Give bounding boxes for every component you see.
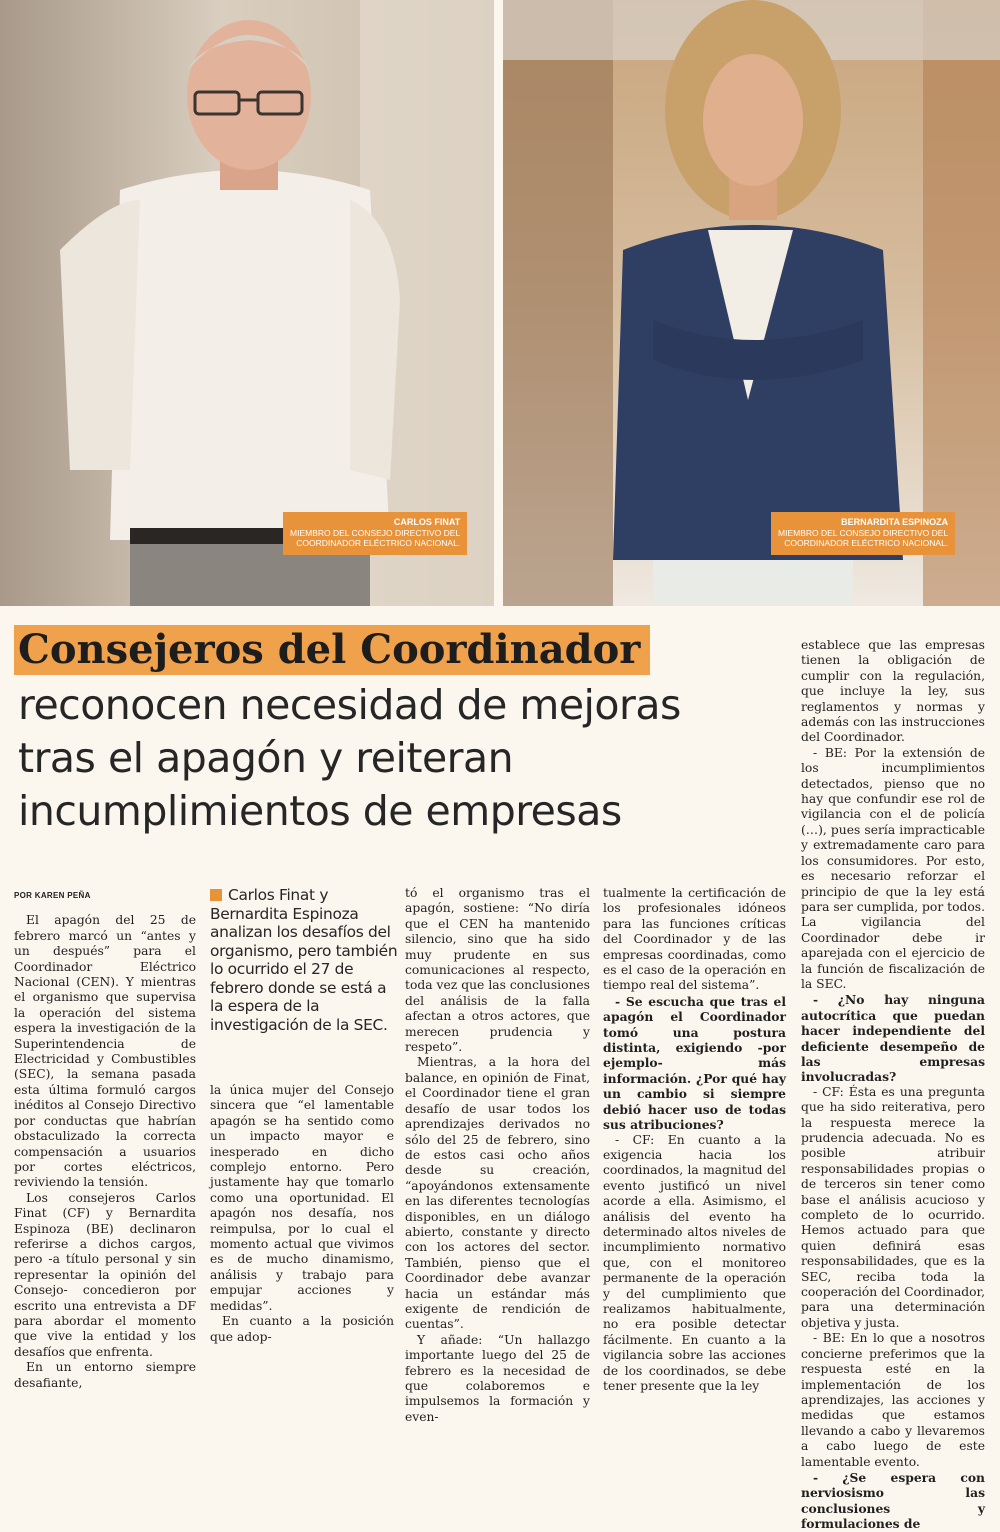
- caption-role: COORDINADOR ELÉCTRICO NACIONAL.: [296, 538, 461, 548]
- paragraph: - BE: En lo que a nosotros concierne preferimos que la respuesta esté en la implementación de los aprendizajes, las acciones y medidas que estamos llevando a cabo y llevaremos a cabo luego de este lamentable evento.: [801, 1331, 985, 1469]
- paragraph: tualmente la certificación de los profesionales idóneos para las funciones críticas del Coordinador y de las empresas coordinadas, como es el caso de la operación en tiempo real del sistema”.: [603, 886, 786, 993]
- paragraph: El apagón del 25 de febrero marcó un “antes y un después” para el Coordinador Eléctrico Nacional (CEN). Y mientras el organismo que supervisa la operación del sistema espera la investigación de la Superintendencia de Electricidad y Combustibles (SEC), la semana pasada esta última formuló cargos inéditos al Consejo Directivo por conductas que habrían obstaculizado la correcta compensación a usuarios por cortes eléctricos, reviviendo la tensión.: [14, 913, 196, 1190]
- paragraph: En cuanto a la posición que adop-: [210, 1314, 394, 1344]
- photo-carlos-finat: [0, 0, 494, 606]
- caption-name: CARLOS FINAT: [393, 517, 461, 527]
- paragraph: Y añade: “Un hallazgo importante luego del 25 de febrero es la necesidad de que colaboremos e impulsemos la formación y even-: [405, 1332, 590, 1424]
- photo-caption-left: [283, 512, 467, 555]
- photo-bernardita-espinoza: [503, 0, 1000, 606]
- paragraph: En un entorno siempre desafiante,: [14, 1360, 196, 1390]
- paragraph: Mientras, a la hora del balance, en opinión de Finat, el Coordinador tiene el gran desafío de usar todos los aprendizajes derivados no sólo del 25 de febrero, sino de estos casi ocho años desde su creación, “apoyándonos extensamente en las diferentes tecnologías disponibles, en un diálogo abierto, constante y directo con los actores del sector. También, pienso que el Coordinador debe avanzar hacia un estándar más exigente de rendición de cuentas”.: [405, 1055, 590, 1332]
- caption-role: MIEMBRO DEL CONSEJO DIRECTIVO DEL: [290, 527, 461, 538]
- headline: [14, 625, 784, 838]
- paragraph: Los consejeros Carlos Finat (CF) y Bernardita Espinoza (BE) declinaron referirse a dichos cargos, pero -a título personal y sin representar la opinión del Consejo- concedieron por escrito una entrevista a DF para abordar el momento que vive la entidad y los desafíos que enfrenta.: [14, 1190, 196, 1359]
- headline-line: tras el apagón y reiteran: [18, 734, 514, 782]
- paragraph: la única mujer del Consejo sincera que “el lamentable apagón se ha sentido como un impacto mayor e inesperado en dicho complejo entorno. Pero justamente hay que tomarlo como una oportunidad. El apagón nos desafía, nos reimpulsa, por lo cual el momento actual que vivimos es de mucho dinamismo, análisis y trabajo para empujar acciones y medidas”.: [210, 1083, 394, 1313]
- article-column-3: [405, 886, 590, 1425]
- article-column-4: [603, 886, 786, 1394]
- caption-name: BERNARDITA ESPINOZA: [841, 517, 949, 527]
- byline: POR KAREN PEÑA: [14, 891, 91, 900]
- caption-role: MIEMBRO DEL CONSEJO DIRECTIVO DEL: [778, 527, 949, 538]
- paragraph: - CF: Ésta es una pregunta que ha sido reiterativa, pero la respuesta merece la prudencia adecuada. No es posible atribuir responsabilidades propias o de terceros sin tener como base el análisis acucioso y completo de lo ocurrido. Hemos actuado para que quien definirá esas responsabilidades, que es la SEC, reciba toda la cooperación del Coordinador, para una determinación objetiva y justa.: [801, 1084, 985, 1330]
- pull-quote: [210, 886, 400, 1034]
- article-column-5: [801, 638, 985, 1532]
- paragraph: establece que las empresas tienen la obligación de cumplir con la regulación, que incluye la ley, sus reglamentos y normas y además con las instrucciones del Coordinador.: [801, 638, 985, 745]
- headline-highlight: Consejeros del Coordinador: [14, 625, 650, 675]
- headline-line: incumplimientos de empresas: [18, 787, 622, 835]
- paragraph: - CF: En cuanto a la exigencia hacia los coordinados, la magnitud del evento justificó un nivel acorde a ella. Asimismo, el análisis del evento ha determinado altos niveles de incumplimiento normativo que, con el monitoreo permanente de la operación y del cumplimiento que realizamos habitualmente, no era posible detectar fácilmente. En cuanto a la vigilancia sobre las acciones de los coordinados, se debe tener presente que la ley: [603, 1132, 786, 1393]
- paragraph: tó el organismo tras el apagón, sostiene: “No diría que el CEN ha mantenido silencio, sino que ha sido muy prudente en sus comunicaciones al respecto, toda vez que las conclusiones del análisis de la falla afectan a otros actores, que merecen prudencia y respeto”.: [405, 886, 590, 1055]
- caption-role: COORDINADOR ELÉCTRICO NACIONAL.: [784, 538, 949, 548]
- interview-question: - Se escucha que tras el apagón el Coordinador tomó una postura distinta, exigiendo -por ejemplo- más información. ¿Por qué hay un cambio si siempre debió hacer uso de todas sus atribuciones?: [603, 993, 786, 1133]
- article-column-2: [210, 1083, 394, 1345]
- interview-question: - ¿Se espera con nerviosismo las conclusiones y formulaciones de: [801, 1469, 985, 1532]
- square-bullet-icon: [210, 889, 222, 901]
- interview-question: - ¿No hay ninguna autocrítica que puedan hacer independiente del deficiente desempeño de las empresas involucradas?: [801, 992, 985, 1085]
- paragraph: - BE: Por la extensión de los incumplimientos detectados, pienso que no hay que confundir ese rol de vigilancia con el de policía (…), pues sería impracticable y extremadamente caro para los consumidores. Por esto, es necesario reforzar el principio de que la ley está para ser cumplida, por todos. La vigilancia del Coordinador debe ir aparejada con el ejercicio de la función de fiscalización de la SEC.: [801, 745, 985, 991]
- photo-caption-right: [771, 512, 955, 555]
- pull-quote-text: Carlos Finat y Bernardita Espinoza analizan los desafíos del organismo, pero también lo ocurrido el 27 de febrero donde se está a la espera de la investigación de la SEC.: [210, 886, 398, 1034]
- headline-line: reconocen necesidad de mejoras: [18, 681, 681, 729]
- article-column-1: [14, 888, 196, 1391]
